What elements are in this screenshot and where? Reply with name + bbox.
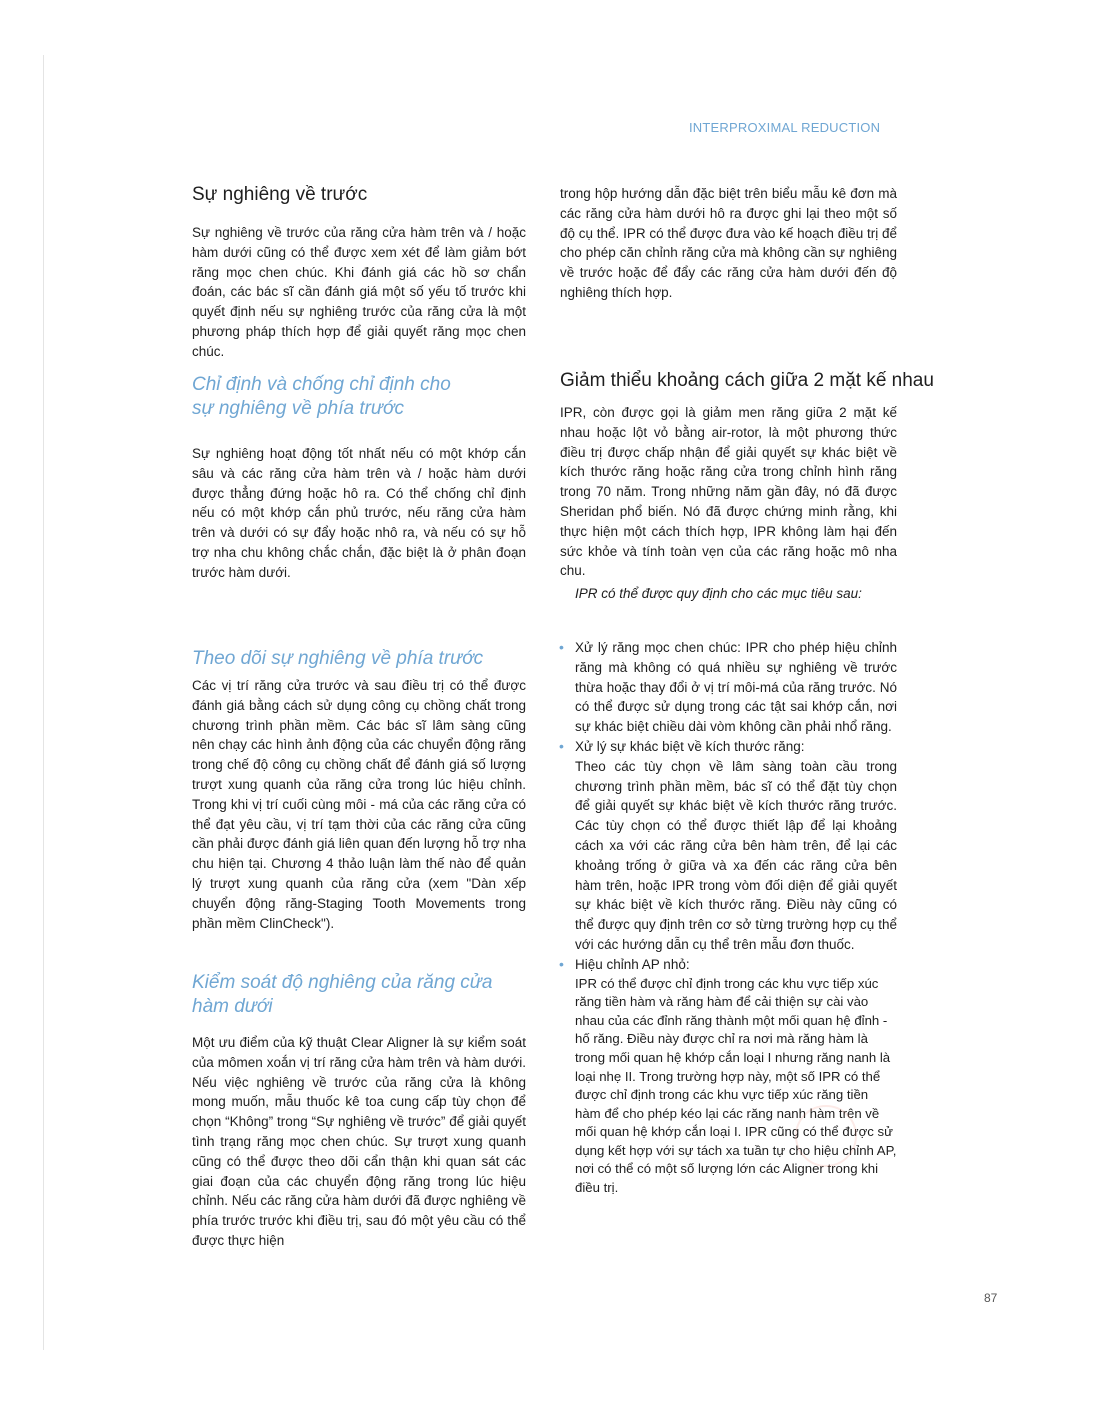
section-heading: Sự nghiêng về trước <box>192 184 368 205</box>
list-item <box>560 737 897 955</box>
continuation-paragraph: trong hộp hướng dẫn đặc biệt trên biểu mẫu kê đơn mà các răng cửa hàm dưới hô ra được ghi lại theo một số độ cụ thể. IPR có thể được đưa vào kế hoạch điều trị để cho phép căn chỉnh răng cửa mà không cần sự nghiêng về trước hoặc để đẩy các răng cửa hàm dưới đến độ nghiêng thích hợp. <box>560 186 897 300</box>
section-body: Sự nghiêng hoạt động tốt nhất nếu có một khớp cắn sâu và các răng cửa hàm trên và / hoặc hàm dưới được thẳng đứng hoặc hô ra. Có thể chống chỉ định nếu có một khớp cắn phủ trước, nếu răng cửa hàm trên và dưới có sự đẩy hoặc nhô ra, và nếu có sự hỗ trợ nha chu không chắc chắn, đặc biệt là ở phân đoạn trước hàm dưới. <box>192 446 526 580</box>
section-body: Các vị trí răng cửa trước và sau điều trị có thể được đánh giá bằng cách sử dụng công cụ chồng chất trong chương trình phần mềm. Các bác sĩ lâm sàng cũng nên chạy các hình ảnh động của các chuyển động răng trong chế độ công cụ chồng chất để đánh giá số lượng trượt xung quanh của răng cửa trong lúc hiệu chỉnh. Trong khi vị trí cuối cùng môi - má của các răng cửa có thể đạt yêu cầu, vị trí tạm thời của các răng cửa cũng cần phải được đánh giá liên quan đến lượng hỗ trợ nha chu hiện tại. Chương 4 thảo luận làm thế nào để quản lý trượt xung quanh của răng cửa (xem "Dàn xếp chuyển động răng-Staging Tooth Movements trong phần mềm ClinCheck"). <box>192 678 526 931</box>
bullet-icon: • <box>559 639 564 655</box>
page-margin-rule <box>43 55 44 1350</box>
section-body: Sự nghiêng về trước của răng cửa hàm trên và / hoặc hàm dưới cũng có thể được xem xét để làm giảm bớt răng mọc chen chúc. Khi đánh giá các hồ sơ chẩn đoán, các bác sĩ cần đánh giá một số yếu tố trước khi quyết định nếu sự nghiêng trước của răng cửa là một phương pháp thích hợp để giải quyết răng mọc chen chúc. <box>192 225 526 359</box>
section-heading: Giảm thiểu khoảng cách giữa 2 mặt kế nhau <box>560 370 934 391</box>
section-heading: Theo dõi sự nghiêng về phía trước <box>192 648 484 669</box>
list-item-text: Theo các tùy chọn về lâm sàng toàn cầu trong chương trình phần mềm, bác sĩ có thể đặt tùy chọn để giải quyết sự khác biệt về kích thước răng trước. Các tùy chọn có thể được thiết lập để lại khoảng cách xa với các răng cửa bên hàm trên, để lại các khoảng trống ở giữa và xa đến các răng cửa bên hàm trên, hoặc IPR trong vòm đối diện để giải quyết sự khác biệt về kích thước răng. Điều này cũng có thể được quy định trên cơ sở từng trường hợp cụ thể với các hướng dẫn cụ thể trên mẫu đơn thuốc. <box>575 758 897 952</box>
heading-line-2: sự nghiêng về phía trước <box>192 398 404 419</box>
bullet-icon: • <box>559 737 564 754</box>
continuation-paragraph-block <box>560 184 897 303</box>
section-body: IPR, còn được gọi là giảm men răng giữa 2 mặt kế nhau hoặc lột vỏ bằng air-rotor, là một phương thức điều trị được chấp nhận để giải quyết sự khác biệt về kích thước răng hoặc răng cửa trong chỉnh hình răng trong 70 năm. Trong những năm gần đây, nó đã được Sheridan phổ biến. Nó đã được chứng minh rằng, khi thực hiện một cách thích hợp, IPR không làm hại đến sức khỏe và tính toàn vẹn của các răng hoặc mô nha chu. <box>560 405 897 579</box>
list-item-text: IPR có thể được chỉ định trong các khu vực tiếp xúc răng tiền hàm và răng hàm để cải thiện sự cài vào nhau của các đỉnh răng thành một mối quan hệ đỉnh - hố răng. Điều này được chỉ ra nơi mà răng hàm là trong mối quan hệ khớp cắn loại I nhưng răng nanh là loại nhẹ II. Trong trường hợp này, một số IPR có thể được chỉ định trong các khu vực tiếp xúc răng tiền hàm để cho phép kéo lại các răng nanh hàm trên về mối quan hệ khớp cắn loại I. IPR cũng có thể được sử dụng kết hợp với sự tách xa tuần tự cho hiệu chỉnh AP, nơi có thể có một số lượng lớn các Aligner trong khi điều trị. <box>575 975 897 1196</box>
section-heading <box>192 971 526 1019</box>
section-ipr <box>560 369 934 604</box>
list-item <box>560 955 897 1198</box>
list-item <box>560 638 897 737</box>
bullet-icon: • <box>559 955 564 972</box>
section-lead-in: IPR có thể được quy định cho các mục tiêu sau: <box>575 586 862 602</box>
page-number: 87 <box>984 1291 998 1305</box>
section-anterior-inclination <box>192 183 526 362</box>
section-indications <box>192 373 526 583</box>
section-monitoring <box>192 647 526 933</box>
heading-line-1: Chỉ định và chống chỉ định cho <box>192 374 451 395</box>
list-item-title: Xử lý sự khác biệt về kích thước răng: <box>575 738 805 754</box>
running-head: INTERPROXIMAL REDUCTION <box>689 120 881 135</box>
heading-line-1: Kiểm soát độ nghiêng của răng cửa <box>192 972 493 993</box>
list-item-text: Xử lý răng mọc chen chúc: IPR cho phép hiệu chỉnh răng mà không có quá nhiều sự nghiêng về trước thừa hoặc thay đổi ở vị trí môi-má của răng trước. Nó có thể được sử dụng trong các tật sai khớp cắn, nơi sự khác biệt chiều dài vòm không cần phải nhổ răng. <box>575 640 897 735</box>
section-heading <box>192 373 526 421</box>
faint-watermark-stamp <box>795 1105 857 1167</box>
section-body: Một ưu điểm của kỹ thuật Clear Aligner là sự kiểm soát của mômen xoắn vị trí răng cửa hàm trên và hàm dưới. Nếu việc nghiêng về trước của răng cửa là không mong muốn, mẫu thuốc kê toa cung cấp tùy chọn để chọn “Không” trong “Sự nghiêng về trước” để giải quyết tình trạng răng mọc chen chúc. Sự trượt xung quanh cũng có thể được theo dõi cẩn thận khi quan sát các giai đoạn của các chuyển động răng trong lúc hiệu chỉnh. Nếu các răng cửa hàm dưới đã được nghiêng về phía trước trước khi điều trị, sau đó một yêu cầu có thể được thực hiện <box>192 1035 526 1248</box>
heading-line-2: hàm dưới <box>192 996 273 1017</box>
list-item-title: Hiệu chỉnh AP nhỏ: <box>575 956 690 972</box>
section-lower-incisor-control <box>192 971 526 1251</box>
